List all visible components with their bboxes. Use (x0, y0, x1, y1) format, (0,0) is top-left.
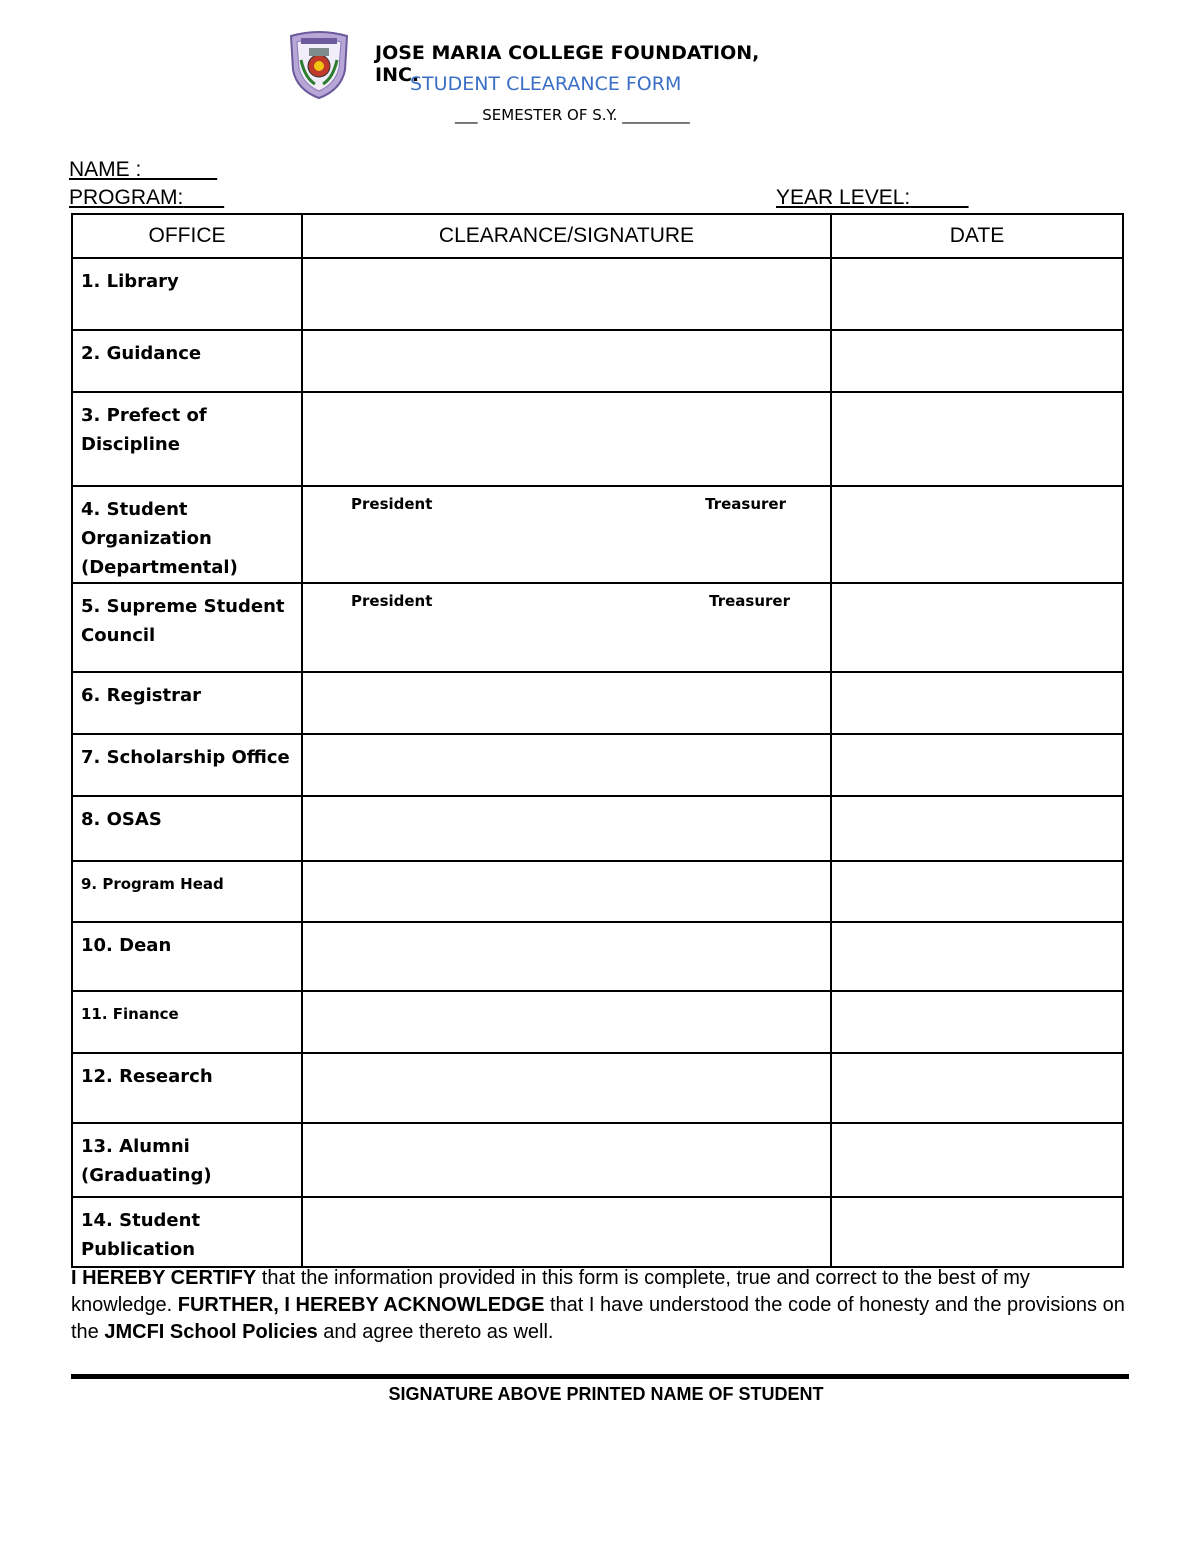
date-cell[interactable] (831, 1197, 1123, 1267)
office-cell: 13. Alumni (Graduating) (72, 1123, 302, 1197)
signature-cell[interactable] (302, 861, 831, 922)
office-cell: 5. Supreme Student Council (72, 583, 302, 672)
table-row (72, 258, 1123, 330)
policies-text: and agree thereto as well. (317, 1321, 554, 1343)
signature-cell[interactable] (302, 672, 831, 734)
table-row (72, 1197, 1123, 1267)
signature-cell[interactable] (302, 1123, 831, 1197)
signature-cell[interactable] (302, 734, 831, 796)
date-cell[interactable] (831, 734, 1123, 796)
treasurer-label: Treasurer (705, 495, 786, 513)
clearance-signature-header: CLEARANCE/SIGNATURE (302, 214, 831, 258)
table-row (72, 672, 1123, 734)
date-cell[interactable] (831, 796, 1123, 861)
acknowledge-bold: FURTHER, I HEREBY ACKNOWLEDGE (177, 1294, 545, 1316)
signature-cell[interactable] (302, 258, 831, 330)
date-cell[interactable] (831, 330, 1123, 392)
certify-text: that the information provided in this form is complete, true and correct to the best of my knowledge. (71, 1267, 1030, 1316)
office-cell: 8. OSAS (72, 796, 302, 861)
acknowledge-text: that I have understood the code of honesty and the provisions on the (71, 1294, 1125, 1343)
signature-cell[interactable] (302, 796, 831, 861)
treasurer-label: Treasurer (709, 592, 790, 610)
name-label: NAME : _ (69, 158, 159, 181)
office-cell: 10. Dean (72, 922, 302, 991)
table-row (72, 486, 1123, 583)
office-cell: 3. Prefect of Discipline (72, 392, 302, 486)
signature-cell[interactable] (302, 991, 831, 1053)
table-row (72, 330, 1123, 392)
office-cell: 7. Scholarship Office (72, 734, 302, 796)
table-row (72, 922, 1123, 991)
date-cell[interactable] (831, 486, 1123, 583)
date-cell[interactable] (831, 672, 1123, 734)
semester-line: ___ SEMESTER OF S.Y. _________ (455, 106, 690, 124)
office-cell: 1. Library (72, 258, 302, 330)
office-cell: 6. Registrar (72, 672, 302, 734)
table-row (72, 991, 1123, 1053)
date-cell[interactable] (831, 922, 1123, 991)
certify-bold: I HEREBY CERTIFY (71, 1267, 257, 1289)
date-cell[interactable] (831, 1123, 1123, 1197)
clearance-table (71, 213, 1124, 1268)
program-label: PROGRAM: (69, 186, 184, 209)
school-name: JOSE MARIA COLLEGE FOUNDATION, INC. (375, 42, 760, 86)
president-label: President (351, 592, 433, 610)
office-cell: 14. Student Publication (72, 1197, 302, 1267)
signature-cell[interactable] (302, 330, 831, 392)
table-row (72, 392, 1123, 486)
table-row (72, 1123, 1123, 1197)
year-level-label: YEAR LEVEL: (776, 186, 911, 209)
name-field[interactable] (69, 158, 217, 182)
date-cell[interactable] (831, 1053, 1123, 1123)
signature-cell[interactable] (302, 583, 831, 672)
college-seal-logo (287, 30, 351, 100)
date-cell[interactable] (831, 392, 1123, 486)
year-level-field[interactable] (776, 186, 969, 210)
office-cell: 4. Student Organization (Departmental) (72, 486, 302, 583)
date-cell[interactable] (831, 258, 1123, 330)
date-cell[interactable] (831, 991, 1123, 1053)
table-row (72, 583, 1123, 672)
signature-caption: SIGNATURE ABOVE PRINTED NAME OF STUDENT (388, 1384, 824, 1404)
form-title: STUDENT CLEARANCE FORM (410, 73, 682, 95)
date-cell[interactable] (831, 583, 1123, 672)
date-header: DATE (831, 214, 1123, 258)
certification-paragraph (71, 1265, 1131, 1346)
table-row (72, 734, 1123, 796)
office-cell: 12. Research (72, 1053, 302, 1123)
signature-cell[interactable] (302, 392, 831, 486)
office-cell: 2. Guidance (72, 330, 302, 392)
program-field[interactable] (69, 186, 224, 210)
table-row (72, 796, 1123, 861)
table-row (72, 1053, 1123, 1123)
table-header-row (72, 214, 1123, 258)
office-cell: 11. Finance (72, 991, 302, 1053)
date-cell[interactable] (831, 861, 1123, 922)
signature-line[interactable] (71, 1374, 1129, 1379)
office-cell: 9. Program Head (72, 861, 302, 922)
signature-cell[interactable] (302, 922, 831, 991)
signature-cell[interactable] (302, 486, 831, 583)
policies-bold: JMCFI School Policies (104, 1321, 318, 1343)
office-header: OFFICE (72, 214, 302, 258)
table-row (72, 861, 1123, 922)
signature-cell[interactable] (302, 1053, 831, 1123)
signature-cell[interactable] (302, 1197, 831, 1267)
president-label: President (351, 495, 433, 513)
